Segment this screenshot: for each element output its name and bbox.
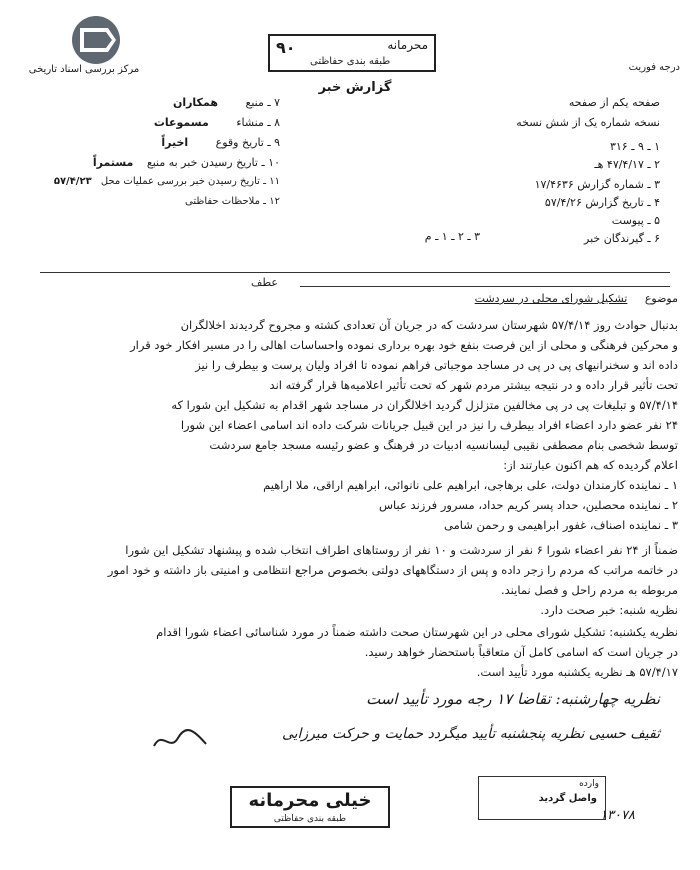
- classification-stamp-bottom: [230, 786, 390, 828]
- stamp-label: طبقه بندی حفاظتی: [273, 814, 347, 824]
- opinion-saturday: نظریه شنبه: خبر صحت دارد.: [540, 603, 678, 617]
- subject-line: [38, 292, 678, 305]
- reference-divider: [300, 286, 670, 287]
- attachment-field: ۵ ـ پیوست: [611, 214, 660, 227]
- page-number-field: صفحه یکم از صفحه: [568, 96, 660, 109]
- handwritten-note-2: ثقیف حسیی نظریه پنجشنبه تأیید میگردد حمایت و حرکت میرزایی: [281, 726, 660, 742]
- body-line: ۲۴ نفر عضو دارد اعضاء افراد بیطرف را نیز در این قبیل جریانات شرکت داده اند اسامی اعضاء این شورا: [180, 418, 678, 432]
- source-label: ۷ ـ منبع: [245, 96, 280, 109]
- subject-text: تشکیل شورای محلی در سردشت: [474, 292, 628, 305]
- handwritten-note-1: نظریه چهارشنبه: تقاضا ۱۷ رجه مورد تأیید است: [366, 690, 660, 708]
- subject-label: موضوع: [644, 292, 678, 305]
- source-field: [40, 96, 280, 109]
- priority-label: درجه فوریت: [628, 62, 680, 73]
- stamp-mark: محرمانه: [387, 38, 428, 52]
- body-line: در جریان است که اسامی کامل آن متعاقباً باستحضار خواهد رسید.: [364, 645, 678, 659]
- security-notes-field: [40, 196, 280, 207]
- body-line: تحت تأثیر قرار داده و در نتیجه بیشتر مردم شهر که تحت تأثیر اعلامیه‌ها قرار گرفته اند: [269, 378, 678, 392]
- source-value: همکاران: [172, 96, 218, 109]
- stamp-main-text: خیلی محرمانه: [248, 790, 372, 811]
- occurrence-date-field: [40, 136, 280, 149]
- classification-stamp: [268, 34, 436, 72]
- source-date-label: ۱۰ ـ تاریخ رسیدن خبر به منبع: [146, 156, 280, 169]
- body-line: داده اند و سخنرانیهای پی در پی در مساجد موجباتی فراهم نموده تا افراد ولیان پرست و بیطرف را نیز: [195, 358, 678, 372]
- body-line: اعلام گردیده که هم اکنون عبارتند از:: [503, 458, 678, 472]
- report-date-field: ۴ ـ تاریخ گزارش ۵۷/۴/۲۶: [544, 196, 660, 209]
- list-item: ۲ ـ نماینده محصلین، حداد پسر کریم حداد، مسرور فرزند عباس: [379, 498, 678, 512]
- field-1: ۱ ـ ۹ ـ ۳۱۶: [609, 140, 660, 153]
- top-code: ۹۰: [276, 38, 296, 57]
- list-item: ۱ ـ نماینده کارمندان دولت، علی برهاجی، ابراهیم علی نانوائی، ابراهیم اراقی، ملا اراهیم: [263, 478, 678, 492]
- page-title: گزارش خبر: [318, 80, 392, 95]
- body-line: و محرکین فرهنگی و محلی از این فرصت بنفع خود بهره برداری نموده واحساسات اهالی را در مسیر افکار خود قرار: [130, 338, 678, 352]
- source-date-field: [40, 156, 280, 169]
- received-text: واصل گردید: [538, 793, 597, 804]
- opinion-sunday: نظریه یکشنبه: تشکیل شورای محلی در این شهرستان صحت داشته ضمناً در مورد شناسائی اعضاء شورا اقدام: [156, 625, 678, 639]
- opinion-confirmed: ۵۷/۴/۱۷ هـ نظریه یکشنبه مورد تأیید است.: [476, 665, 678, 679]
- received-label: وارده: [579, 779, 599, 789]
- logo-caption: مرکز بررسی اسناد تاریخی: [28, 64, 140, 75]
- occurrence-date-label: ۹ ـ تاریخ وقوع: [215, 136, 280, 149]
- arrival-date-field: [30, 176, 280, 187]
- origin-label: ۸ ـ منشاء: [236, 116, 280, 129]
- arrival-date-value: ۵۷/۴/۲۳: [53, 176, 92, 187]
- security-notes-label: ۱۲ ـ ملاحظات حفاظتی: [185, 196, 280, 207]
- list-item: ۳ ـ نماینده اصناف، غفور ابراهیمی و رحمن شامی: [444, 518, 678, 532]
- classification-label: طبقه بندی حفاظتی: [310, 56, 391, 67]
- body-line: در خاتمه مراتب که مردم را زجر داده و پس از دستگاههای دولتی بخصوص مراجع انتظامی و امنیتی باز داشته و خود امور: [107, 563, 678, 577]
- field-2: ۲ ـ ۴۷/۴/۱۷ هـ: [594, 158, 660, 171]
- origin-value: مسموعات: [153, 116, 209, 129]
- copy-number-field: نسخه شماره یک از شش نسخه: [516, 116, 660, 129]
- body-line: مربوطه به مردم راحل و فصل نمایند.: [500, 583, 678, 597]
- arrival-date-label: ۱۱ ـ تاریخ رسیدن خبر بررسی عملیات محل: [100, 176, 280, 187]
- body-line: بدنبال حوادث روز ۵۷/۴/۱۴ شهرستان سردشت که در جریان آن تعدادی کشته و مجروح گردیدند اخلالگران: [180, 318, 678, 332]
- receivers-field: ۶ ـ گیرندگان خبر: [584, 232, 660, 245]
- archive-logo-icon: [30, 10, 126, 72]
- body-line: ۵۷/۴/۱۴ و تبلیغات پی در پی مخالفین متزلزل گردید اخلالگران در مساجد شهر اقدام به تشکیل این شورا که: [171, 398, 678, 412]
- header-divider: [40, 272, 670, 273]
- document-number: ۱۳۰۷۸: [600, 808, 635, 823]
- received-stamp: [478, 776, 606, 820]
- receivers-value: ۳ ـ ۲ ـ ۱ ـ م: [424, 230, 480, 243]
- body-line: ضمناً از ۲۴ نفر اعضاء شورا ۶ نفر از سردشت و ۱۰ نفر از روستاهای اطراف انتخاب شده و پیشنهاد تشکیل این شورا: [125, 543, 678, 557]
- reference-label: عطف: [251, 276, 278, 289]
- source-date-value: مستمراً: [92, 156, 134, 169]
- occurrence-date-value: اخیراً: [161, 136, 189, 149]
- report-number-field: ۳ ـ شماره گزارش ۱۷/۴۶۳۶: [534, 178, 660, 191]
- origin-field: [40, 116, 280, 129]
- body-line: توسط شخصی بنام مصطفی نقیبی لیسانسیه ادبیات در فرهنگ و عضو رئیسه مسجد جامع سردشت: [209, 438, 678, 452]
- signature-mark: [150, 726, 210, 754]
